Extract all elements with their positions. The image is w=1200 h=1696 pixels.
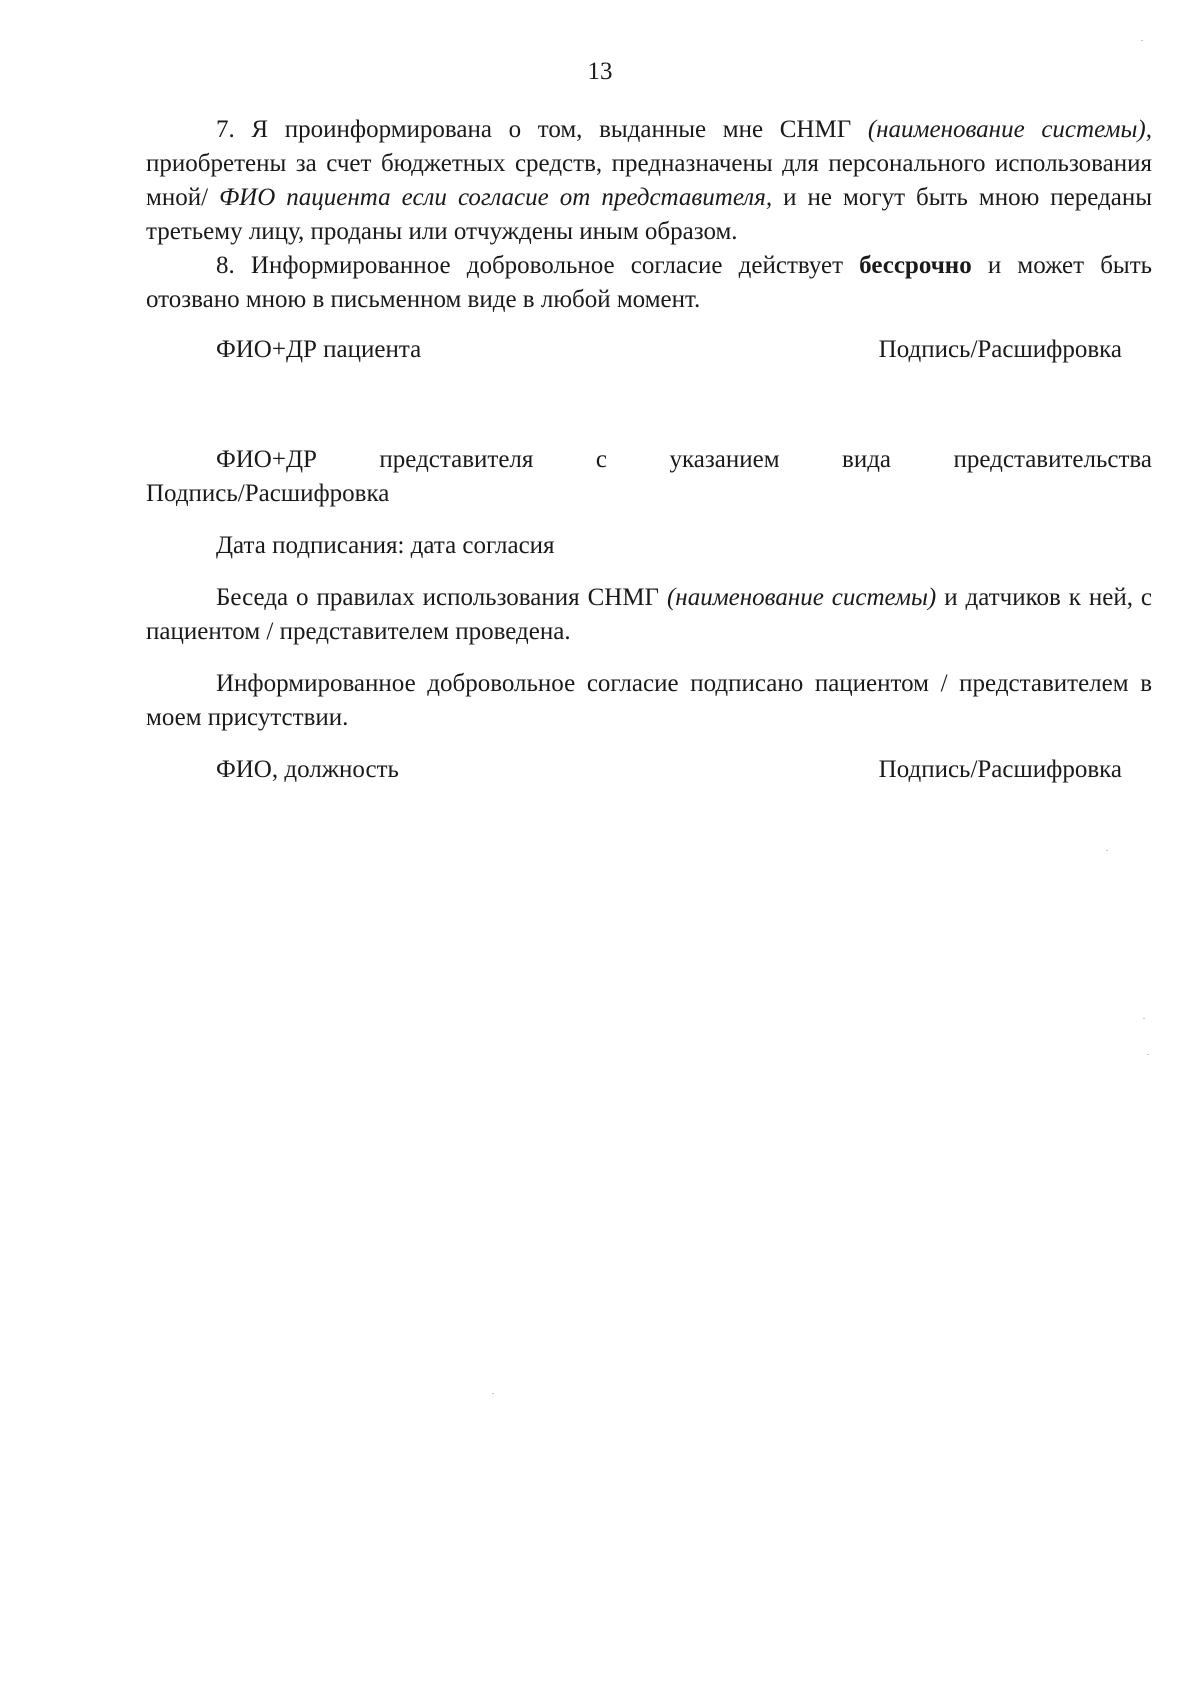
staff-name-position-label: ФИО, должность	[216, 756, 399, 783]
representative-signature-line	[146, 443, 1152, 477]
patient-name-label: ФИО+ДР пациента	[216, 336, 422, 363]
scan-speck	[1143, 1018, 1145, 1019]
paragraph-conversation	[146, 581, 1152, 649]
patient-signature-label: Подпись/Расшифровка	[878, 336, 1122, 363]
conversation-text-b: и датчиков к ней, с пациентом / представителем проведена.	[146, 584, 1153, 645]
item-7-number: 7.	[216, 116, 235, 143]
representative-word-3: с	[595, 446, 607, 473]
representative-word-5: вида	[842, 446, 892, 473]
item-7-text-c: и не могут быть мною переданы третьему лицу, проданы или отчуждены иным образом.	[146, 184, 1153, 245]
representative-word-4: указанием	[669, 446, 780, 473]
scan-speck	[1141, 40, 1143, 41]
representative-signature-label: Подпись/Расшифровка	[146, 480, 390, 507]
representative-word-6: представительства	[953, 446, 1152, 473]
item-7-text-a: Я проинформирована о том, выданные мне СНМГ	[251, 116, 852, 143]
item-8-text-b: и может быть отозвано мною в письменном виде в любой момент.	[146, 252, 1153, 313]
representative-word-1: ФИО+ДР	[216, 446, 317, 473]
paragraph-witness-statement: Информированное добровольное согласие подписано пациентом / представителем в моем присутствии.	[146, 670, 1152, 731]
staff-signature-label: Подпись/Расшифровка	[878, 756, 1122, 783]
item-7-system-name-placeholder: (наименование системы),	[867, 116, 1153, 143]
item-8-number: 8.	[216, 252, 235, 279]
item-7-text-b: приобретены за счет бюджетных средств, предназначены для персонального использования мной/	[146, 150, 1152, 211]
page-number: 13	[587, 58, 613, 85]
conversation-system-name-placeholder: (наименование системы)	[666, 584, 937, 611]
item-7-patient-name-placeholder: ФИО пациента если согласие от представителя,	[219, 184, 773, 211]
paragraph-item-7	[146, 113, 1152, 249]
item-8-bold-term: бессрочно	[859, 252, 972, 279]
scan-speck	[1147, 1054, 1149, 1055]
item-8-text-a: Информированное добровольное согласие действует	[250, 252, 844, 279]
representative-word-2: представителя	[379, 446, 534, 473]
staff-signature-line	[146, 753, 1152, 787]
scan-speck	[492, 1393, 494, 1394]
patient-signature-line	[146, 333, 1152, 367]
paragraph-item-8	[146, 249, 1152, 317]
document-body	[146, 113, 1152, 787]
conversation-text-a: Беседа о правилах использования СНМГ	[216, 584, 660, 611]
scan-speck	[1106, 850, 1108, 851]
signing-date: Дата подписания: дата согласия	[216, 532, 555, 559]
